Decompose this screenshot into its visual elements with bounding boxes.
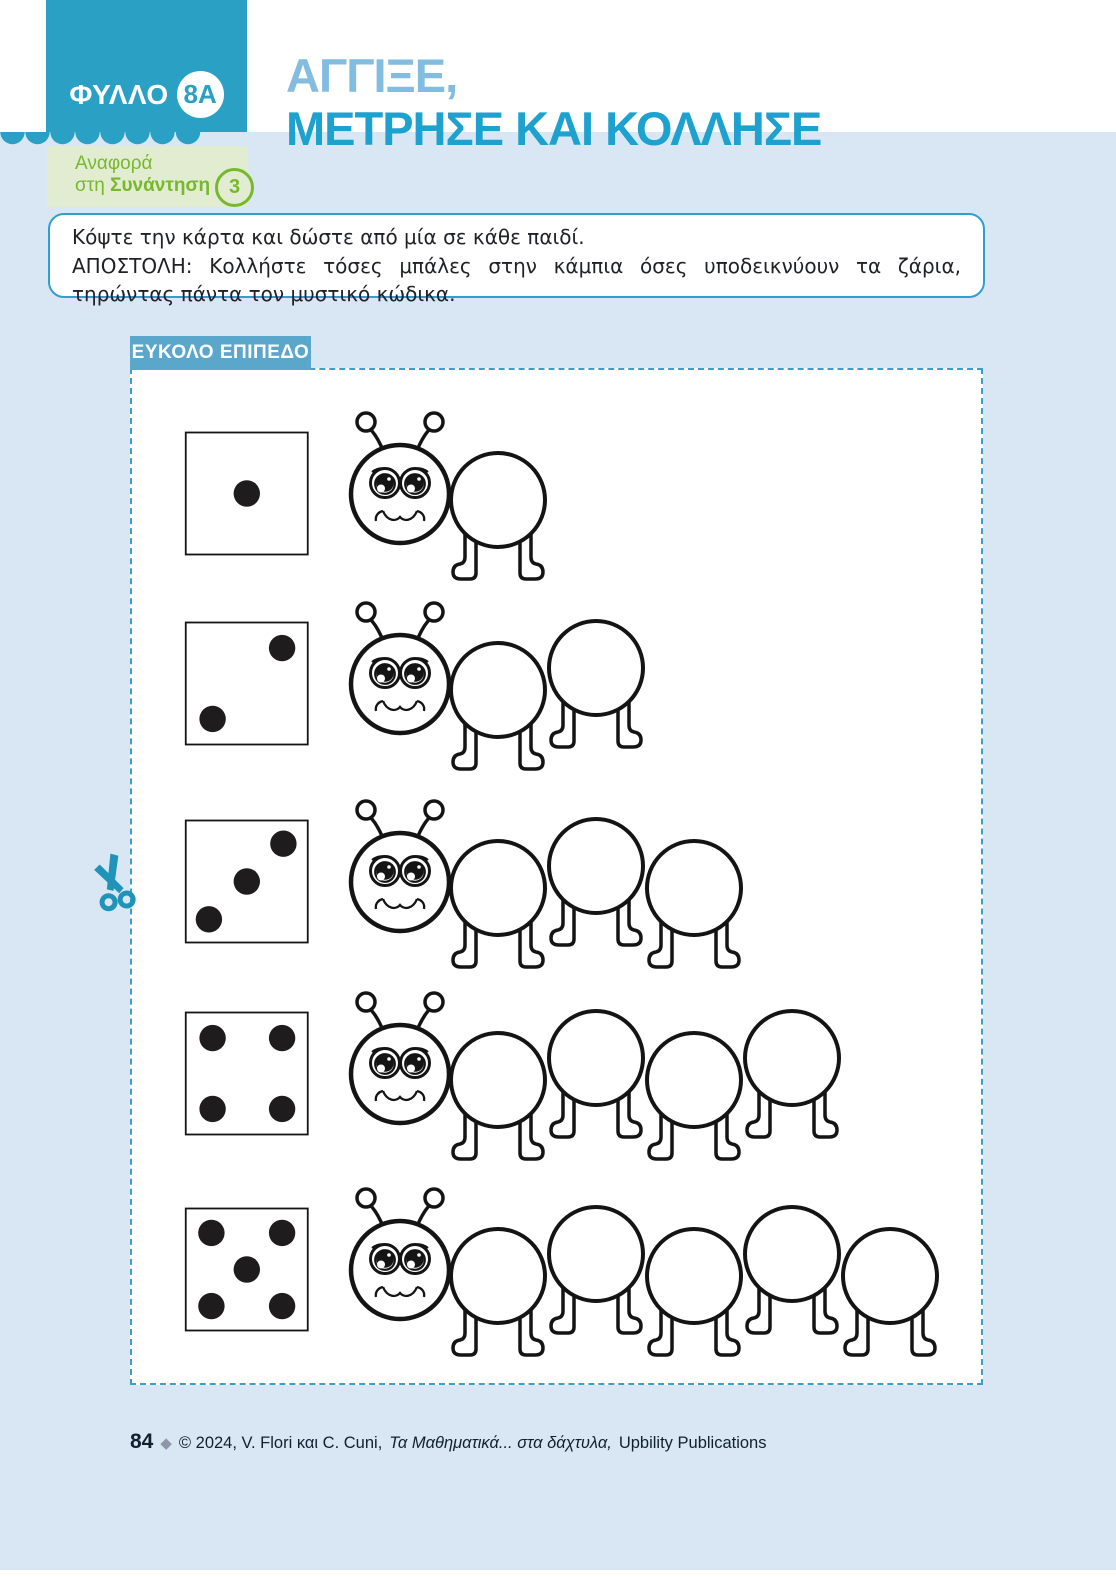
- page-number: 84: [130, 1430, 154, 1453]
- footer-publisher: Upbility Publications: [618, 1434, 767, 1452]
- sheet-banner: [46, 0, 247, 132]
- caterpillar-ball-slot: [451, 643, 545, 737]
- caterpillar-ball-slot: [745, 1207, 839, 1301]
- caterpillar: [351, 993, 839, 1159]
- antenna-tip: [357, 603, 375, 621]
- meeting-number-badge: 3: [215, 168, 254, 207]
- title-line2: ΜΕΤΡΗΣΕ ΚΑΙ ΚΟΛΛΗΣΕ: [286, 101, 822, 155]
- antenna-tip: [425, 413, 443, 431]
- dice-card: [186, 1209, 308, 1331]
- dice-dot: [198, 1220, 224, 1246]
- mission-line: ΑΠΟΣΤΟΛΗ: Κολλήστε τόσες μπάλες στην κάμπια όσες υποδεικνύουν τα ζάρια, τηρώντας πάντα τον μυστικό κώδικα.: [72, 253, 961, 307]
- caterpillar-ball-slot: [549, 819, 643, 913]
- dice-dot: [234, 1256, 260, 1282]
- sheet-number-badge: 8Α: [177, 71, 224, 118]
- footer: [130, 1430, 766, 1454]
- meeting-reference: [47, 146, 248, 207]
- dice-card: [186, 1013, 308, 1135]
- scissors-icon: [90, 852, 142, 914]
- instructions-box: [48, 213, 985, 307]
- dice-dot: [199, 1025, 225, 1051]
- dice-card: [186, 821, 308, 943]
- dice-dot: [270, 831, 296, 857]
- dice-dot: [269, 1096, 295, 1122]
- caterpillar-ball-slot: [451, 841, 545, 935]
- activity-row-3: [132, 782, 962, 982]
- dice-dot: [269, 635, 295, 661]
- activity-row-5: [132, 1170, 962, 1370]
- antenna-tip: [357, 993, 375, 1011]
- dice-dot: [199, 1096, 225, 1122]
- antenna-tip: [357, 801, 375, 819]
- activity-area: [130, 368, 983, 1385]
- dice-dot: [198, 1293, 224, 1319]
- activity-row-1: [132, 394, 962, 594]
- caterpillar-ball-slot: [745, 1011, 839, 1105]
- antenna-tip: [425, 801, 443, 819]
- dice-dot: [234, 480, 260, 506]
- caterpillar-ball-slot: [451, 1033, 545, 1127]
- caterpillar-head: [351, 603, 449, 733]
- diamond-icon: ◆: [160, 1435, 172, 1452]
- dice-card: [186, 433, 308, 555]
- banner-scallop-edge: [0, 132, 201, 146]
- antenna-tip: [357, 1189, 375, 1207]
- caterpillar-ball-slot: [549, 1011, 643, 1105]
- caterpillar-head: [351, 413, 449, 543]
- footer-book-title: Τα Μαθηματικά... στα δάχτυλα,: [389, 1434, 612, 1452]
- caterpillar-ball-slot: [451, 453, 545, 547]
- dice-dot: [269, 1293, 295, 1319]
- reference-line1: Αναφορά: [75, 153, 153, 174]
- caterpillar: [351, 1189, 937, 1355]
- caterpillar-ball-slot: [843, 1229, 937, 1323]
- title-line1: ΑΓΓΙΞΕ,: [286, 49, 458, 102]
- dice-dot: [269, 1025, 295, 1051]
- caterpillar: [351, 603, 643, 769]
- antenna-tip: [357, 413, 375, 431]
- caterpillar-head: [351, 993, 449, 1123]
- dice-dot: [234, 868, 260, 894]
- caterpillar-ball-slot: [647, 1229, 741, 1323]
- level-label: ΕΥΚΟΛΟ ΕΠΙΠΕΔΟ: [130, 336, 311, 370]
- caterpillar-ball-slot: [549, 621, 643, 715]
- dice-dot: [196, 906, 222, 932]
- sheet-label: ΦΥΛΛΟ: [69, 78, 169, 110]
- dice-dot: [199, 706, 225, 732]
- caterpillar: [351, 801, 741, 967]
- page-title: [286, 50, 821, 155]
- footer-copyright: © 2024, V. Flori και C. Cuni,: [178, 1434, 383, 1452]
- dice-card: [186, 623, 308, 745]
- caterpillar-ball-slot: [549, 1207, 643, 1301]
- caterpillar: [351, 413, 545, 579]
- antenna-tip: [425, 603, 443, 621]
- caterpillar-head: [351, 801, 449, 931]
- activity-row-2: [132, 584, 962, 784]
- caterpillar-ball-slot: [647, 1033, 741, 1127]
- caterpillar-ball-slot: [451, 1229, 545, 1323]
- caterpillar-head: [351, 1189, 449, 1319]
- reference-line2: στη Συνάντηση: [75, 174, 211, 196]
- dice-dot: [269, 1220, 295, 1246]
- antenna-tip: [425, 1189, 443, 1207]
- instruction-line: Κόψτε την κάρτα και δώστε από μία σε κάθε παιδί.: [72, 225, 585, 249]
- antenna-tip: [425, 993, 443, 1011]
- caterpillar-ball-slot: [647, 841, 741, 935]
- activity-row-4: [132, 974, 962, 1174]
